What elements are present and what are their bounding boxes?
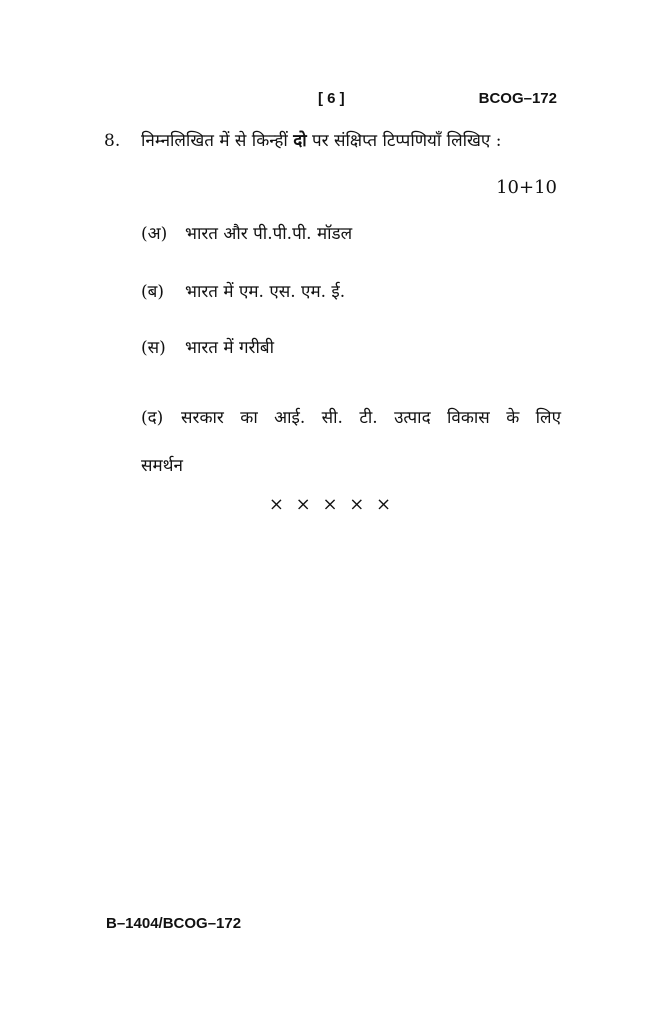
option-text: भारत और पी.पी.पी. मॉडल bbox=[185, 224, 353, 244]
option-label: (स) bbox=[141, 338, 166, 358]
footer-code: B–1404/BCOG–172 bbox=[106, 915, 242, 932]
question-number: 8. bbox=[104, 131, 121, 151]
option-d bbox=[141, 394, 561, 490]
question-marks: 10+10 bbox=[496, 177, 557, 198]
end-of-paper-mark: × × × × × bbox=[268, 494, 395, 515]
question-text-end: पर संक्षिप्त टिप्पणियाँ लिखिए : bbox=[306, 131, 502, 151]
paper-code-header: BCOG–172 bbox=[478, 90, 557, 107]
question-text-emphasis: दो bbox=[293, 131, 307, 151]
option-text: सरकार का आई. सी. टी. उत्पाद विकास के लिए समर्थन bbox=[141, 408, 561, 476]
option-text: भारत में गरीबी bbox=[185, 338, 275, 358]
option-label: (अ) bbox=[141, 224, 168, 244]
option-c bbox=[141, 337, 274, 359]
question-text bbox=[141, 130, 561, 152]
option-b bbox=[141, 281, 345, 303]
option-label: (ब) bbox=[141, 282, 164, 302]
page-number: [ 6 ] bbox=[318, 90, 345, 107]
option-text: भारत में एम. एस. एम. ई. bbox=[185, 282, 346, 302]
option-label: (द) bbox=[141, 408, 164, 428]
question-text-start: निम्नलिखित में से किन्हीं bbox=[141, 131, 294, 151]
option-a bbox=[141, 223, 352, 245]
